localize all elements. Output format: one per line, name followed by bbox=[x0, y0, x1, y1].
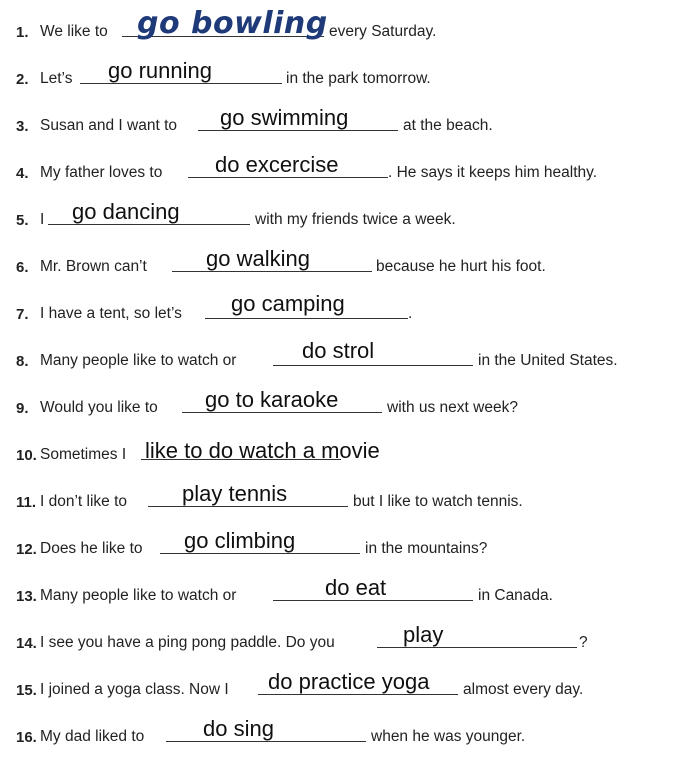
question-number: 1. bbox=[16, 24, 29, 41]
question-8 bbox=[0, 329, 680, 376]
question-number: 4. bbox=[16, 165, 29, 182]
question-5 bbox=[0, 188, 680, 235]
answer-text[interactable]: go dancing bbox=[72, 199, 180, 224]
question-text-after: when he was younger. bbox=[371, 728, 526, 745]
question-number: 13. bbox=[16, 588, 37, 605]
question-number: 11. bbox=[16, 494, 37, 511]
question-7 bbox=[0, 282, 680, 329]
answer-text[interactable]: go walking bbox=[206, 246, 310, 271]
answer-blank bbox=[273, 365, 473, 366]
question-12 bbox=[0, 517, 680, 564]
question-6 bbox=[0, 235, 680, 282]
question-text-before: Mr. Brown can’t bbox=[40, 258, 147, 275]
question-number: 14. bbox=[16, 635, 37, 652]
answer-text[interactable]: like to do watch a movie bbox=[145, 438, 380, 463]
question-text-before: Does he like to bbox=[40, 540, 143, 557]
question-text-before: My father loves to bbox=[40, 164, 163, 181]
question-10 bbox=[0, 423, 680, 470]
question-text-before: I bbox=[40, 211, 45, 228]
answer-text[interactable]: go to karaoke bbox=[205, 387, 339, 412]
question-text-before: My dad liked to bbox=[40, 728, 145, 745]
question-2 bbox=[0, 47, 680, 94]
question-text-before: Many people like to watch or bbox=[40, 587, 237, 604]
question-text-after: but I like to watch tennis. bbox=[353, 493, 523, 510]
question-number: 10. bbox=[16, 447, 37, 464]
question-number: 6. bbox=[16, 259, 29, 276]
answer-text[interactable]: go climbing bbox=[184, 528, 296, 553]
question-text-before: We like to bbox=[40, 23, 108, 40]
question-text-before: Many people like to watch or bbox=[40, 352, 237, 369]
question-text-after: . He says it keeps him healthy. bbox=[388, 164, 598, 181]
answer-text[interactable]: do sing bbox=[203, 716, 274, 741]
question-number: 3. bbox=[16, 118, 29, 135]
question-text-before: I joined a yoga class. Now I bbox=[40, 681, 229, 698]
answer-blank bbox=[205, 318, 408, 319]
answer-text[interactable]: do strol bbox=[302, 338, 375, 363]
question-text-before: Susan and I want to bbox=[40, 117, 178, 134]
answer-text[interactable]: play tennis bbox=[182, 481, 288, 506]
question-text-after: every Saturday. bbox=[329, 23, 437, 40]
question-number: 9. bbox=[16, 400, 29, 417]
question-11 bbox=[0, 470, 680, 517]
answer-text[interactable]: go running bbox=[108, 58, 212, 83]
question-text-after: in the park tomorrow. bbox=[286, 70, 431, 87]
question-4 bbox=[0, 141, 680, 188]
question-text-after: with us next week? bbox=[387, 399, 518, 416]
question-text-after: in Canada. bbox=[478, 587, 553, 604]
question-number: 16. bbox=[16, 729, 37, 746]
question-14 bbox=[0, 611, 680, 658]
question-text-after: with my friends twice a week. bbox=[255, 211, 456, 228]
question-16 bbox=[0, 705, 680, 752]
question-text-before: Sometimes I bbox=[40, 446, 127, 463]
question-text-after: in the United States. bbox=[478, 352, 618, 369]
answer-text[interactable]: go bowling bbox=[137, 6, 328, 41]
question-number: 7. bbox=[16, 306, 29, 323]
question-3 bbox=[0, 94, 680, 141]
question-text-after: almost every day. bbox=[463, 681, 584, 698]
question-9 bbox=[0, 376, 680, 423]
question-text-after: in the mountains? bbox=[365, 540, 488, 557]
question-text-before: Let’s bbox=[40, 70, 73, 87]
answer-text[interactable]: go camping bbox=[231, 291, 345, 316]
answer-text[interactable]: go swimming bbox=[220, 105, 349, 130]
question-number: 2. bbox=[16, 71, 29, 88]
question-text-before: Would you like to bbox=[40, 399, 158, 416]
answer-text[interactable]: play bbox=[403, 622, 444, 647]
question-number: 8. bbox=[16, 353, 29, 370]
question-13 bbox=[0, 564, 680, 611]
question-text-before: I see you have a ping pong paddle. Do you bbox=[40, 634, 335, 651]
question-text-after: . bbox=[408, 305, 413, 322]
answer-text[interactable]: do practice yoga bbox=[268, 669, 430, 694]
question-text-after: because he hurt his foot. bbox=[376, 258, 546, 275]
question-text-after: ? bbox=[579, 634, 588, 651]
answer-text[interactable]: do eat bbox=[325, 575, 387, 600]
question-15 bbox=[0, 658, 680, 705]
question-text-before: I have a tent, so let’s bbox=[40, 305, 182, 322]
question-number: 15. bbox=[16, 682, 37, 699]
question-text-before: I don’t like to bbox=[40, 493, 128, 510]
question-number: 12. bbox=[16, 541, 37, 558]
answer-text[interactable]: do excercise bbox=[215, 152, 339, 177]
question-text-after: at the beach. bbox=[403, 117, 493, 134]
question-number: 5. bbox=[16, 212, 29, 229]
question-1 bbox=[0, 0, 680, 47]
